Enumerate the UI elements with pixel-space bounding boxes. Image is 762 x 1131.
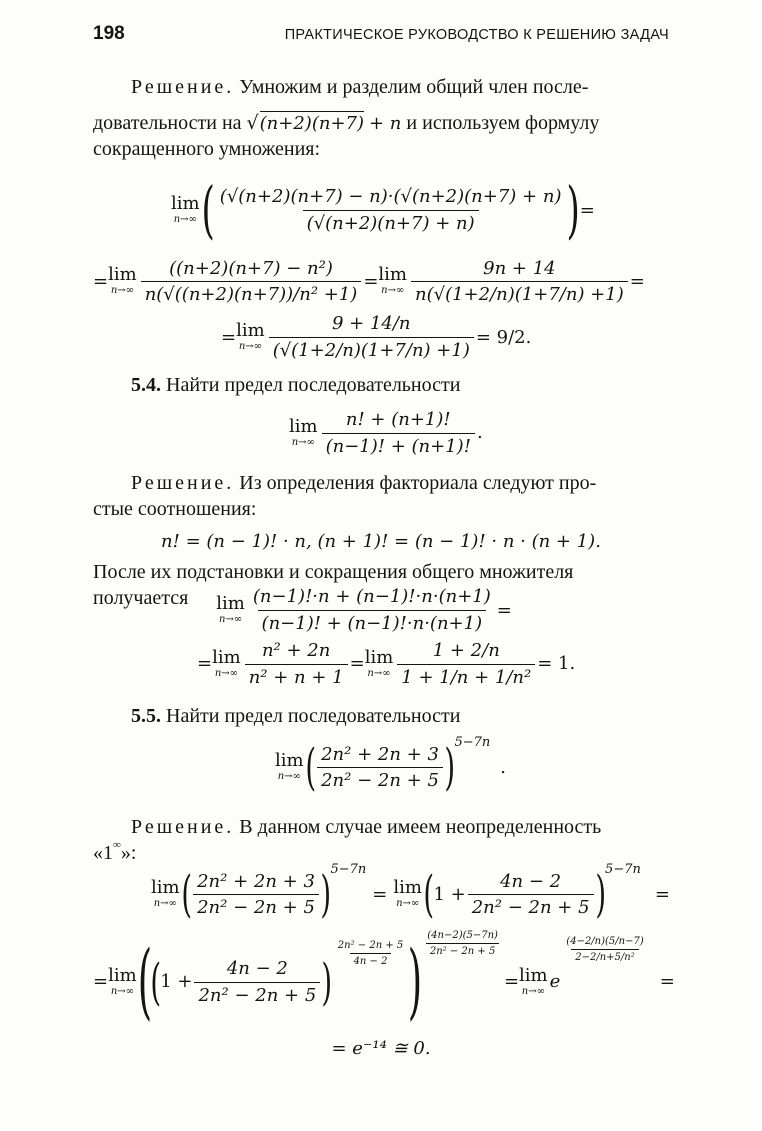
- denominator: 2n² − 2n + 5: [194, 982, 320, 1007]
- text-span: и используем формулу: [401, 112, 600, 134]
- equation-8: lim n→∞ ( $\frac{\text{2n² + 2n + 3}}{\text{2n² − 2n + 5}}$ ) 5−7n = lim n→∞ ( 1 + $\frac{4n - 2}{\text{2n² − 2n + 5}}$ ) 5−7n =: [151, 861, 670, 923]
- numerator: n² + 2n: [261, 640, 331, 662]
- equation-9: = lim n→∞ ( ( 1 + $\frac{4n - 2}{\text{2n² − 2n + 5}}$ ) $\frac{\text{2n² − 2n + 5}}{4n - 2}$ ) $\frac{(4n-2)(5-7n)}{\text{2n² − 2n + 5}}$ = lim n→∞ e $\frac{(4-2/n)(5/n-7)}{\text{2−2/n+5/n²}}$ =: [93, 929, 675, 1029]
- limit-operator: lim n→∞: [364, 647, 394, 679]
- equation-6: = lim n→∞ $\frac{\text{n² + 2n}}{\text{n² + n + 1}}$ = lim n→∞ $\frac{1 + 2/n}{\text{1 + 1/n + 1/n²}}$ = 1.: [197, 640, 576, 688]
- text-span: Из определения факториала следуют про-: [234, 471, 597, 494]
- sqrt-expression: (n+2)(n+7): [259, 113, 364, 134]
- limit-operator: lim n→∞: [275, 750, 304, 783]
- fraction: [249, 585, 495, 635]
- solution-2-paragraph: [93, 470, 669, 496]
- denominator: 2n² − 2n + 5: [317, 767, 443, 792]
- numerator: (4−2/n)(5/n−7): [566, 935, 644, 947]
- problem-number: 5.4.: [131, 374, 161, 397]
- problem-5-4: [93, 372, 669, 398]
- problem-number: 5.5.: [131, 704, 161, 727]
- limit-operator: lim n→∞: [108, 965, 137, 998]
- running-title: ПРАКТИЧЕСКОЕ РУКОВОДСТВО К РЕШЕНИЮ ЗАДАЧ: [284, 27, 669, 43]
- limit-operator: lim n→∞: [108, 264, 137, 297]
- numerator: 4n − 2: [226, 958, 288, 980]
- page-number: 198: [93, 23, 125, 44]
- numerator: 2n² − 2n + 5: [337, 939, 404, 951]
- factorial-relations: n! = (n − 1)! · n, (n + 1)! = (n − 1)! · n · (n + 1).: [161, 530, 601, 552]
- fraction: [317, 743, 443, 793]
- denominator: (n−1)! + (n−1)!·n·(n+1): [258, 610, 487, 635]
- e-base: e: [549, 971, 561, 993]
- limit-operator: lim n→∞: [171, 193, 200, 226]
- exponent: 5−7n: [454, 734, 491, 750]
- fraction: [245, 639, 348, 689]
- numerator: 1 + 2/n: [432, 640, 500, 662]
- denominator: 4n − 2: [350, 953, 392, 968]
- fraction: [411, 257, 628, 307]
- denominator: 2n² − 2n + 5: [468, 894, 594, 919]
- fraction: [397, 639, 535, 689]
- denominator: 2n² − 2n + 5: [193, 894, 319, 919]
- exponent: 5−7n: [605, 861, 641, 877]
- limit-operator: lim n→∞: [289, 416, 318, 449]
- denominator: 2n² − 2n + 5: [426, 943, 499, 958]
- numerator: (4n−2)(5−7n): [427, 929, 498, 941]
- equation-1: lim n→∞ ( $\frac{(√(n+2)(n+7) - n)\cdot(√(n+2)(n+7) + n)}{(√(n+2)(n+7) + n)}$ ) =: [171, 173, 595, 246]
- text-span: Найти предел последовательности: [161, 374, 461, 397]
- fraction: [322, 408, 475, 458]
- numerator: ((n+2)(n+7) − n²): [169, 257, 333, 279]
- limit-operator: lim n→∞: [236, 320, 265, 353]
- problem-5-4-expression: lim n→∞ $\frac{n! + (n+1)!}{(n-1)! + (n+1)!}$ .: [289, 409, 483, 457]
- infinity-superscript: ∞: [113, 838, 121, 851]
- problem-5-5: [93, 703, 669, 729]
- text-span: «1: [93, 841, 113, 864]
- numerator: (n−1)!·n + (n−1)!·n·(n+1): [252, 586, 491, 608]
- one-plus: 1 +: [433, 883, 466, 905]
- text-line: довательности на √(n+2)(n+7) + n и используем формулу: [93, 112, 600, 134]
- limit-operator: lim n→∞: [212, 647, 241, 679]
- e-exponent: [562, 935, 647, 964]
- limit-operator: lim n→∞: [216, 593, 245, 626]
- outer-exponent: [423, 929, 502, 958]
- text-span: довательности на: [93, 112, 247, 134]
- numerator: 9n + 14: [483, 257, 556, 279]
- fraction: [194, 957, 320, 1007]
- text-line: стые соотношения:: [93, 497, 257, 520]
- equation-5: получается lim n→∞ $\frac{(n-1)!\cdot n + (n-1)!\cdot n\cdot(n+1)}{(n-1)! + (n-1)!\cdot n\cdot(n+1)}$ =: [93, 586, 512, 634]
- text-span: получается: [93, 587, 189, 610]
- problem-5-5-expression: lim n→∞ ( $\frac{\text{2n² + 2n + 3}}{\text{2n² − 2n + 5}}$ ) 5−7n .: [275, 734, 506, 796]
- text-span: Найти предел последовательности: [161, 704, 461, 727]
- equation-2: = lim n→∞ $\frac{\text{((n+2)(n+7) − n²)}}{\text{n(√((n+2)(n+7))/n² +1)}}$ = lim n→∞ $\frac{9n + 14}{n(√(1+2/n)(1+7/n) +1)}$ =: [93, 257, 645, 305]
- text-span: В данном случае имеем неопределенность: [234, 815, 602, 838]
- solution-label: Решение.: [131, 815, 235, 838]
- solution-1-paragraph: [93, 74, 669, 100]
- page: [93, 22, 675, 1061]
- denominator: (n−1)! + (n+1)!: [322, 433, 475, 458]
- final-result: = e⁻¹⁴ ≅ 0.: [331, 1038, 431, 1060]
- denominator: (√(n+2)(n+7) + n): [303, 210, 479, 235]
- denominator: 1 + 1/n + 1/n²: [397, 664, 535, 689]
- numerator: 9 + 14/n: [331, 313, 411, 335]
- fraction: [216, 185, 566, 235]
- numerator: 2n² + 2n + 3: [197, 870, 315, 892]
- denominator: n(√((n+2)(n+7))/n² +1): [141, 281, 362, 306]
- fraction: [193, 870, 319, 920]
- text-line: После их подстановки и сокращения общего множителя: [93, 561, 574, 584]
- limit-operator: lim n→∞: [378, 264, 407, 297]
- fraction: [141, 257, 362, 307]
- numerator: 4n − 2: [500, 870, 562, 892]
- numerator: 2n² + 2n + 3: [321, 743, 439, 765]
- limit-operator: lim n→∞: [519, 965, 548, 998]
- limit-operator: lim n→∞: [393, 877, 422, 910]
- solution-label: Решение.: [131, 76, 235, 98]
- solution-label: Решение.: [131, 471, 235, 494]
- solution-3-paragraph: [93, 814, 669, 840]
- inner-exponent: [334, 939, 407, 968]
- numerator: n! + (n+1)!: [345, 409, 451, 431]
- result: = 1.: [537, 653, 576, 675]
- one-plus: 1 +: [160, 971, 193, 993]
- fraction: [468, 870, 594, 920]
- running-header: [93, 22, 669, 52]
- text-line: Умножим и разделим общий член после-: [234, 76, 589, 98]
- denominator: (√(1+2/n)(1+7/n) +1): [269, 337, 474, 362]
- numerator: (√(n+2)(n+7) − n)·(√(n+2)(n+7) + n): [219, 186, 562, 208]
- denominator: n(√(1+2/n)(1+7/n) +1): [411, 281, 628, 306]
- equation-3: = lim n→∞ $\frac{9 + 14/n}{(√(1+2/n)(1+7/n) +1)}$ = 9/2.: [221, 313, 532, 361]
- denominator: 2−2/n+5/n²: [571, 949, 638, 964]
- plus-n: + n: [369, 113, 402, 134]
- exponent: 5−7n: [330, 861, 367, 877]
- limit-operator: lim n→∞: [151, 877, 180, 910]
- text-span: »:: [120, 841, 137, 864]
- denominator: n² + n + 1: [245, 664, 348, 689]
- fraction: [269, 312, 474, 362]
- text-line: сокращенного умножения:: [93, 138, 321, 160]
- result: = 9/2.: [475, 326, 532, 348]
